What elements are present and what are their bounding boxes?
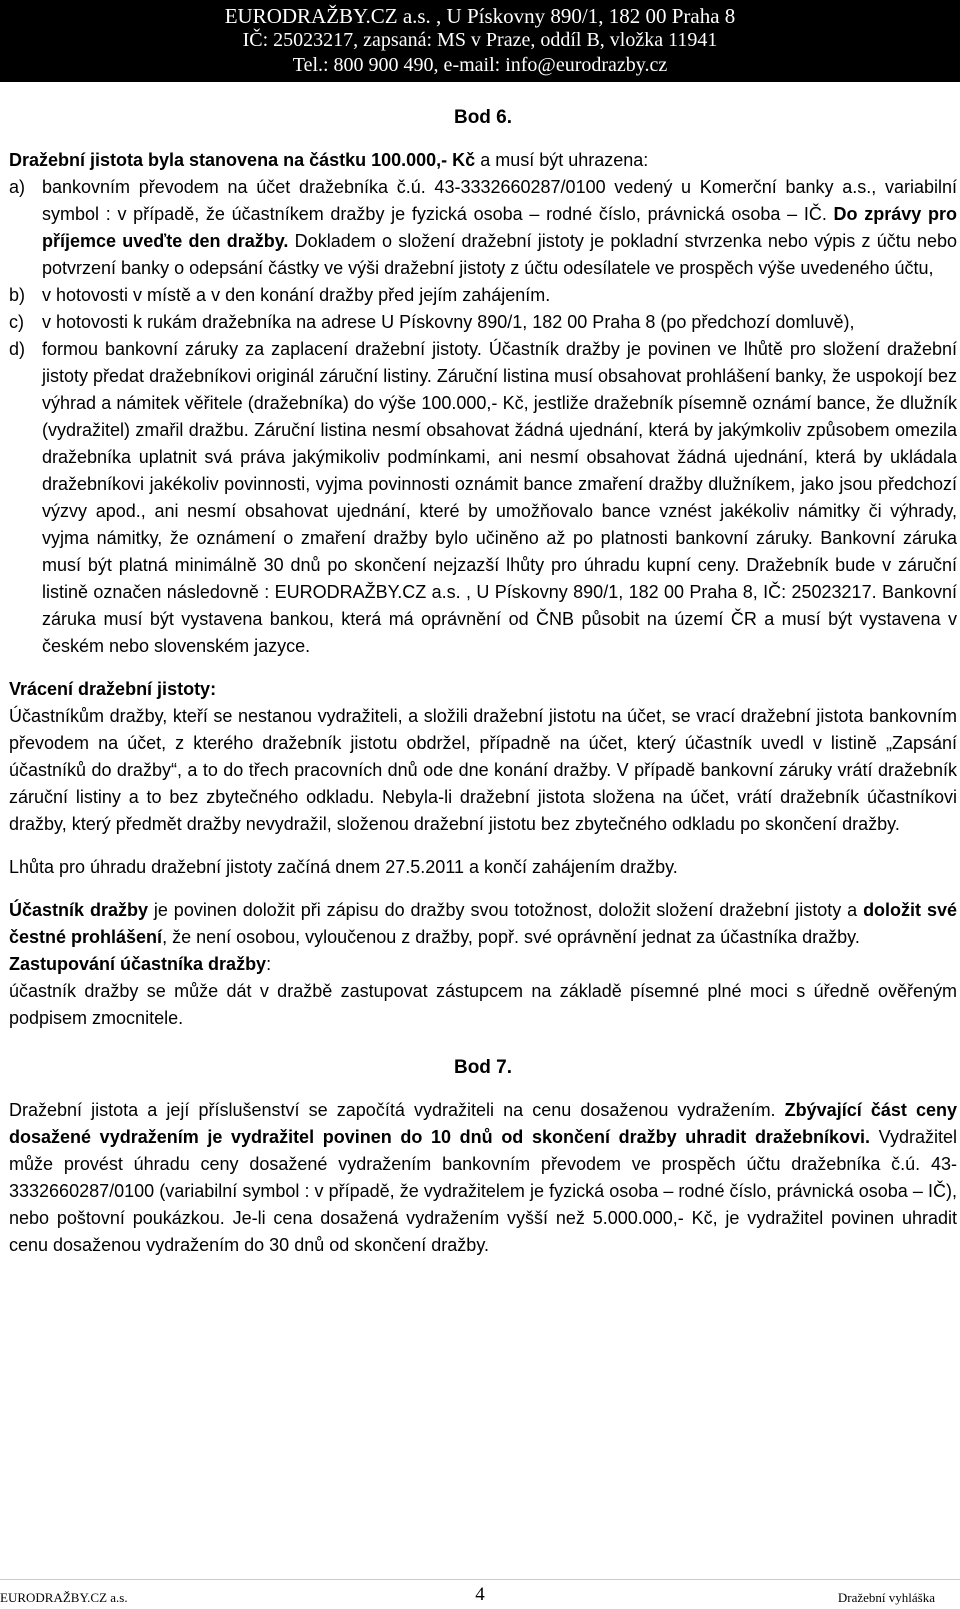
bod7-bold: Zbývající část ceny dosažené vydražením je vydražitel povinen do 10 dnů od skončení dražby uhradit dražebníkovi. (9, 1100, 957, 1147)
option-a-text: bankovním převodem na účet dražebníka č.ú. 43-3332660287/0100 vedený u Komerční banky a.s., variabilní symbol : v případě, že účastníkem dražby je fyzická osoba – rodné číslo, právnická osoba – IČ. (42, 177, 957, 224)
zastupovani-title (9, 951, 957, 978)
jistota-intro-rest: a musí být uhrazena: (475, 150, 649, 170)
vraceni-text: Účastníkům dražby, kteří se nestanou vydražiteli, a složili dražební jistotu na účet, se vrací dražební jistota bankovním převodem na účet, z kterého dražebník jistotu obdržel, případně na účet, který účastník uvedl v listině „Zapsání účastníků do dražby“, a to do třech pracovních dnů ode dne konání dražby. V případě bankovní záruky vrátí dražebník záruční listiny a to bez zbytečného odkladu. Nebyla-li dražební jistota složena na účet, vrátí dražebník účastníkovi dražby, který předmět dražby nevydražil, složenou dražební jistotu bez zbytečného odkladu po skončení dražby. (9, 706, 957, 834)
document-header (0, 0, 960, 82)
option-d-marker: d) (9, 339, 26, 359)
zastupovani-heading: Zastupování účastníka dražby (9, 954, 267, 974)
option-b-text: v hotovosti v místě a v den konání dražby před jejím zahájením. (42, 285, 551, 305)
option-c-marker: c) (9, 312, 24, 332)
header-contact-line: Tel.: 800 900 490, e-mail: info@eurodrazby.cz (292, 54, 668, 76)
payment-option-b (9, 282, 957, 309)
zastupovani-text: účastník dražby se může dát v dražbě zastupovat zástupcem na základě písemné plné moci s úředně ověřeným podpisem zmocnitele. (9, 981, 957, 1028)
bod7-text2: Vydražitel může provést úhradu ceny dosažené vydražením bankovním převodem ve prospěch účtu dražebníka č.ú. 43-3332660287/0100 (variabilní symbol : v případě, že vydražitelem je fyzická osoba – rodné číslo, právnická osoba – IČ), nebo poštovní poukázkou. Je-li cena dosažená vydražením vyšší než 5.000.000,- Kč, je vydražitel povinen uhradit cenu dosaženou vydražením do 30 dnů od skončení dražby. (9, 1127, 957, 1255)
footer-company: EURODRAŽBY.CZ a.s. (0, 1590, 128, 1605)
ucastnik-bold2: doložit své čestné prohlášení (9, 900, 957, 947)
ucastnik-text2: , že není osobou, vyloučenou z dražby, popř. své oprávnění jednat za účastníka dražby. (162, 927, 860, 947)
option-a-marker: a) (9, 177, 26, 197)
option-c-text: v hotovosti k rukám dražebníka na adrese U Pískovny 890/1, 182 00 Praha 8 (po předchozí domluvě), (42, 312, 855, 332)
document-footer (0, 1578, 960, 1608)
jistota-amount: Dražební jistota byla stanovena na částku 100.000,- Kč (9, 150, 476, 170)
payment-option-c (9, 309, 957, 336)
document-body (9, 104, 957, 1259)
section-title-bod7: Bod 7. (453, 1057, 513, 1078)
header-registration-line: IČ: 25023217, zapsaná: MS v Praze, oddíl B, vložka 11941 (242, 29, 718, 51)
page-number: 4 (475, 1584, 485, 1605)
section-title-bod6: Bod 6. (453, 107, 513, 128)
header-company-line: EURODRAŽBY.CZ a.s. , U Pískovny 890/1, 182 00 Praha 8 (224, 4, 736, 28)
jistota-intro (9, 147, 957, 174)
zastupovani-colon: : (266, 954, 272, 974)
option-b-marker: b) (9, 285, 26, 305)
footer-document-name: Dražební vyhláška (837, 1590, 935, 1605)
bod7-paragraph (9, 1097, 957, 1259)
payment-option-d (9, 336, 957, 660)
payment-option-a (9, 174, 957, 282)
option-a-bold: Do zprávy pro příjemce uveďte den dražby. (42, 204, 958, 251)
ucastnik-bold: Účastník dražby (9, 900, 148, 920)
lhuta-text: Lhůta pro úhradu dražební jistoty začíná dnem 27.5.2011 a končí zahájením dražby. (9, 857, 678, 877)
bod7-text1: Dražební jistota a její příslušenství se započítá vydražiteli na cenu dosaženou vydražením. (9, 1100, 776, 1120)
option-d-text: formou bankovní záruky za zaplacení dražební jistoty. Účastník dražby je povinen ve lhůtě pro složení dražební jistoty předat dražebníkovi originál záruční listiny. Záruční listina musí obsahovat prohlášení banky, že uspokojí bez výhrad a námitek věřitele (dražebníka) do výše 100.000,- Kč, jestliže dražebník písemně oznámí bance, že dlužník (vydražitel) zmařil dražbu. Záruční listina nesmí obsahovat žádná ujednání, která by jakýmkoliv způsobem omezila dražebníka uplatnit svá práva jakýmikoliv podmínkami, ani nesmí obsahovat žádná ujednání, která by ukládala dražebníkovi jakékoliv povinnosti, vyjma povinnosti oznámit bance zmaření dražby dlužníkem, jako jsou předchozí výzvy apod., ani nesmí obsahovat ujednání, které by umožňovalo bance vznést jakékoliv námitky či výhrady, vyjma námitky, že oznámení o zmaření dražby bylo učiněno až po platnosti bankovní záruky. Bankovní záruka musí být platná minimálně 30 dnů po skončení nejzazší lhůty pro úhradu kupní ceny. Dražebník bude v záruční listině označen následovně : EURODRAŽBY.CZ a.s. , U Pískovny 890/1, 182 00 Praha 8, IČ: 25023217. Bankovní záruka musí být vystavena bankou, která má oprávnění od ČNB působit na území ČR a musí být vystavena v českém nebo slovenském jazyce. (42, 339, 957, 656)
vraceni-title (9, 676, 957, 703)
ucastnik-paragraph (9, 897, 957, 951)
ucastnik-text1: je povinen doložit při zápisu do dražby svou totožnost, doložit složení dražební jistoty a (147, 900, 864, 920)
vraceni-heading: Vrácení dražební jistoty: (9, 679, 217, 699)
option-a-rest: Dokladem o složení dražební jistoty je pokladní stvrzenka nebo výpis z účtu nebo potvrzení banky o odepsání částky ve výši dražební jistoty z účtu odesílatele ve prospěch výše uvedeného účtu, (42, 231, 958, 278)
